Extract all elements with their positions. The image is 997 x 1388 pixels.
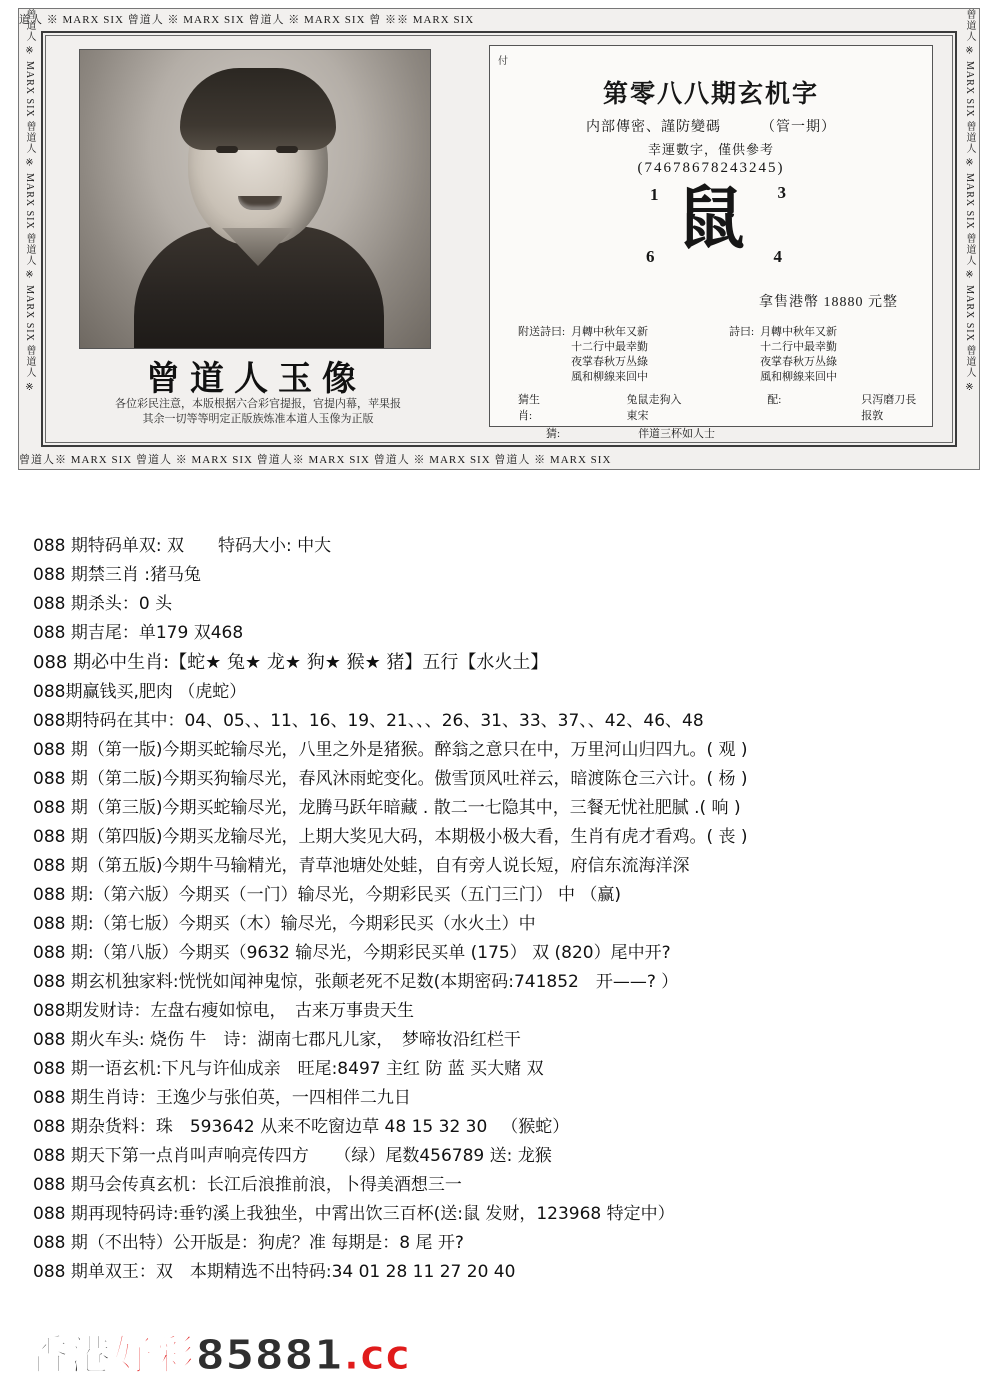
marquee-right-text: 曾道人 ※ MARX SIX 曾道人 ※ MARX SIX 曾道人 ※ MARX SIX 曾道人 ※	[964, 9, 975, 394]
card-subtitle-row	[500, 116, 922, 136]
card-poem-right-lines	[760, 325, 837, 385]
forecast-line: 088 期必中生肖:【蛇★ 兔★ 龙★ 狗★ 猴★ 猪】五行【水火土】	[33, 652, 549, 673]
card-subtitle-left: 内部傳密、謹防變碼	[586, 120, 721, 135]
marquee-right	[961, 9, 977, 470]
forecast-line: 088 期（第五版)今期牛马输精光，青草池塘处处蛙，自有旁人说长短，府信东流海洋深	[33, 856, 690, 876]
portrait-note-line-2: 其余一切等等明定正版族炼准本道人玉像为正版	[142, 413, 374, 425]
card-corner-digit-bottom-left: 6	[646, 247, 655, 266]
portrait-eye-left	[216, 146, 238, 153]
poster-image	[18, 8, 980, 470]
card-bigchar-area	[500, 181, 922, 285]
portrait-panel	[61, 45, 451, 425]
card-poem-left	[500, 325, 711, 385]
card-price: 拿售港幣 18880 元整	[759, 295, 898, 310]
portrait-eye-right	[276, 146, 298, 153]
site-watermark	[28, 1322, 411, 1381]
card-poem-left-label: 附送詩曰:	[518, 326, 566, 338]
forecast-line: 088 期（不出特）公开版是：狗虎？准 每期是：8 尾 开?	[33, 1233, 464, 1253]
forecast-line: 088期特码在其中：04、05、、11、16、19、21、、、26、31、33、37、、42、46、48	[33, 711, 704, 731]
card-subtitle-right: （管一期）	[761, 120, 836, 135]
card-guess-label: 猜生肖:	[518, 394, 540, 422]
card-corner-digit-top-right: 3	[777, 183, 786, 202]
card-subtitle-2: 幸運數字，僅供參考	[647, 142, 774, 157]
card-lucky-numbers: (74678678243245)	[637, 160, 785, 176]
forecast-line: 088 期生肖诗：王逸少与张伯英，一四相伴二九日	[33, 1088, 411, 1108]
portrait-note	[71, 397, 445, 427]
forecast-line: 088 期:（第七版）今期买（木）输尽光，今期彩民买（水火土）中	[33, 914, 536, 934]
forecast-line: 088 期:（第八版）今期买（9632 输尽光，今期彩民买单 (175） 双 (820）尾中开?	[33, 943, 671, 963]
card-corner-digit-bottom-right: 4	[773, 247, 782, 266]
card-result-row	[500, 425, 922, 441]
forecast-line: 088期赢钱买,肥肉 （虎蛇）	[33, 682, 247, 702]
forecast-line: 088 期:（第六版）今期买（一门）输尽光，今期彩民买（五门三门） 中 （赢)	[33, 885, 622, 905]
forecast-line: 088 期禁三肖 :猪马兔	[33, 565, 201, 585]
forecast-line: 088期发财诗：左盘右瘦如惊电， 古来万事贵天生	[33, 1001, 414, 1021]
card-zodiac-character: 鼠	[676, 179, 745, 259]
poem-left-line-4: 風和柳線来回中	[571, 371, 649, 383]
forecast-line: 088 期单双王：双 本期精选不出特码:34 01 28 11 27 20 40	[33, 1262, 516, 1282]
card-title: 第零八八期玄机字	[602, 81, 819, 108]
forecast-line: 088 期再现特码诗:垂钓溪上我独坐，中霄出饮三百杯(送:鼠 发财，123968 特定中）	[33, 1204, 675, 1224]
watermark-number: 85881	[196, 1331, 344, 1379]
poem-left-line-1: 月轉中秋年又新	[571, 326, 649, 338]
watermark-brand: 好彩	[112, 1331, 196, 1379]
card-result-label: 猜:	[546, 428, 561, 440]
card-guess-row	[500, 391, 922, 423]
omen-card	[489, 45, 933, 440]
card-corner-digit-top-left: 1	[650, 185, 659, 204]
marquee-bottom: 曾道人※ MARX SIX 曾道人 ※ MARX SIX 曾道人※ MARX SIX 曾道人 ※ MARX SIX 曾道人 ※ MARX SIX	[19, 454, 612, 466]
card-poem-left-lines	[571, 325, 648, 385]
marquee-top: 道人 ※ MARX SIX 曾道人 ※ MARX SIX 曾道人 ※ MARX SIX 曾 ※※ MARX SIX	[19, 14, 475, 26]
forecast-line: 088 期玄机独家料:恍恍如闻神鬼惊，张颠老死不足数(本期密码:741852 开——? ）	[33, 972, 679, 992]
forecast-line: 088 期杀头：0 头	[33, 594, 173, 614]
forecast-line: 088 期杂货料：珠 593642 从来不吃窗边草 48 15 32 30 （猴蛇）	[33, 1117, 570, 1137]
portrait-photo	[79, 49, 431, 349]
portrait-note-line-1: 各位彩民注意，本版根据六合彩官提报，官提内幕，苹果报	[115, 398, 401, 410]
portrait-title: 曾道人玉像	[146, 361, 366, 398]
poem-right-line-1: 月轉中秋年又新	[760, 326, 838, 338]
forecast-line: 088 期（第一版)今期买蛇输尽光，八里之外是猪猴。醉翁之意只在中，万里河山归四九。( 观 )	[33, 740, 748, 760]
card-pair-value: 只泻磨刀長报敦	[861, 394, 917, 422]
forecast-line: 088 期吉尾：单179 双468	[33, 623, 244, 643]
forecast-line: 088 期（第二版)今期买狗输尽光，春风沐雨蛇变化。傲雪顶风吐祥云，暗渡陈仓三六计。( 杨 )	[33, 769, 748, 789]
card-poem-row	[500, 325, 922, 385]
forecast-line: 088 期（第三版)今期买蛇输尽光，龙腾马跃年暗藏 . 散二一七隐其中，三餐无忧社肥腻 .( 响 )	[33, 798, 741, 818]
card-result-value: 伴道三杯如人士	[638, 428, 716, 440]
forecast-line: 088 期一语玄机:下凡与许仙成亲 旺尾:8497 主红 防 蓝 买大赌 双	[33, 1059, 544, 1079]
portrait-hair	[180, 68, 336, 150]
poem-right-line-3: 夜掌春秋万丛綠	[760, 356, 838, 368]
poem-right-line-2: 十二行中最幸勤	[760, 341, 838, 353]
card-poem-right-label: 詩曰:	[729, 326, 755, 338]
watermark-prefix: 香港	[28, 1331, 112, 1379]
forecast-line: 088 期天下第一点肖叫声响亮传四方 （绿）尾数456789 送: 龙猴	[33, 1146, 552, 1166]
card-guess-value: 兔鼠走狗入東宋	[626, 394, 682, 422]
watermark-suffix: .cc	[343, 1331, 411, 1379]
card-poem-right	[711, 325, 922, 385]
marquee-left	[21, 9, 37, 470]
poem-right-line-4: 風和柳線来回中	[760, 371, 838, 383]
marquee-left-text: 曾道人 ※ MARX SIX 曾道人 ※ MARX SIX 曾道人 ※ MARX SIX 曾道人 ※	[24, 9, 35, 394]
forecast-line: 088 期马会传真玄机：长江后浪推前浪，卜得美酒想三一	[33, 1175, 462, 1195]
card-pair-label: 配:	[767, 394, 782, 406]
poem-left-line-3: 夜掌春秋万丛綠	[571, 356, 649, 368]
card-corner-mark: 付	[498, 56, 508, 67]
forecast-text-block	[33, 538, 963, 1293]
forecast-line: 088 期特码单双: 双 特码大小: 中大	[33, 536, 332, 556]
forecast-line: 088 期（第四版)今期买龙输尽光，上期大奖见大码，本期极小极大看，生肖有虎才看鸡。( 丧 )	[33, 827, 748, 847]
forecast-line: 088 期火车头: 烧伤 牛 诗：湖南七郡凡儿家， 梦啼妆沿红栏干	[33, 1030, 521, 1050]
poem-left-line-2: 十二行中最幸勤	[571, 341, 649, 353]
